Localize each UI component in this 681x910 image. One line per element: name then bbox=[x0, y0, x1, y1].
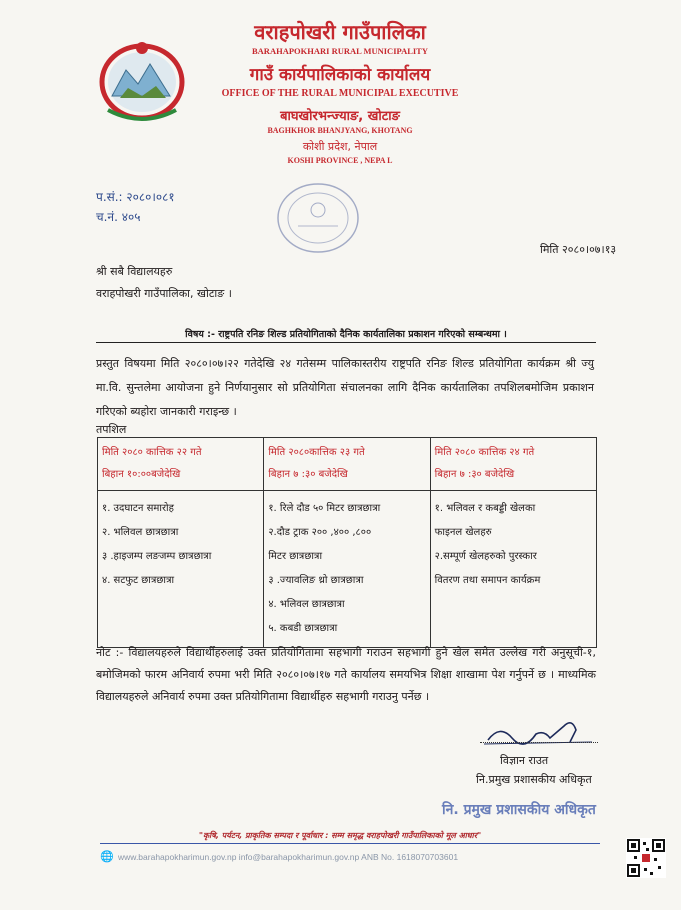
day2-events bbox=[264, 491, 430, 648]
addressee-line-2: वराहपोखरी गाउँपालिका, खोटाङ । bbox=[96, 287, 232, 300]
day3-header bbox=[430, 438, 596, 491]
list-item: १. भलिवल र कबड्डी खेलका bbox=[434, 503, 536, 514]
municipality-name-english: BARAHAPOKHARI RURAL MUNICIPALITY bbox=[252, 46, 428, 56]
list-item: ५. कबडी छात्रछात्रा bbox=[268, 623, 338, 634]
office-name-nepali: गाउँ कार्यपालिकाको कार्यालय bbox=[249, 65, 431, 85]
qr-code bbox=[626, 838, 666, 878]
list-item: २.सम्पूर्ण खेलहरुको पुरस्कार bbox=[434, 551, 537, 562]
body-paragraph: प्रस्तुत विषयमा मिति २०८०।०७।२२ गतेदेखि २४ गतेसम्म पालिकास्तरीय राष्ट्रपति रनिङ शिल्ड प्रतियोगिता कार्यक्रम श्री ज्यु मा.वि. सुन्तलेमा आयोजना हुने निर्णयानुसार सो प्रतियोगिता संचालनका लागि दैनिक कार्यतालिका तपशिलबमोजिम प्रकाशन गरिएको ब्यहोरा जानकारी गराइन्छ । bbox=[96, 357, 594, 418]
day1-header bbox=[98, 438, 264, 491]
day2-header bbox=[264, 438, 430, 491]
footer-contact: www.barahapokharimun.gov.np info@barahapokharimun.gov.np ANB No. 1618070703601 bbox=[118, 852, 459, 862]
details-label: तपशिल bbox=[96, 423, 127, 436]
footer-divider bbox=[100, 843, 600, 844]
signature-stamp: नि. प्रमुख प्रशासकीय अधिकृत bbox=[442, 802, 596, 818]
subject-line: विषय :- राष्ट्रपति रनिङ शिल्ड प्रतियोगिताको दैनिक कार्यतालिका प्रकाशन गरिएको सम्बन्धमा । bbox=[185, 329, 507, 340]
signatory-name: विज्ञान राउत bbox=[500, 754, 549, 767]
list-item: ३ .ज्यावलिङ थ्रो छात्रछात्रा bbox=[268, 575, 364, 586]
list-item: २.दौड ट्राक २०० ,४०० ,८०० bbox=[268, 527, 372, 538]
list-item: ३ .हाइजम्प लङजम्प छात्रछात्रा bbox=[102, 551, 212, 562]
addressee-line-1: श्री सबै विद्यालयहरु bbox=[96, 265, 173, 278]
schedule-body-row bbox=[98, 491, 597, 648]
signature-line bbox=[480, 742, 598, 743]
dispatch-number: च.नं. ४०५ bbox=[96, 210, 141, 224]
day3-events bbox=[430, 491, 596, 648]
signatory-title: नि.प्रमुख प्रशासकीय अधिकृत bbox=[476, 773, 592, 786]
list-item: ४. भलिवल छात्रछात्रा bbox=[268, 599, 345, 610]
note-paragraph: नोट :- विद्यालयहरुले विद्यार्थीहरुलाई उक्त प्रतियोगितामा सहभागी गराउन सहभागी हुने खेल समेत उल्लेख गरी अनुसूची-१, बमोजिमको फारम अनिवार्य रुपमा भरी मिति २०८०।०७।१७ गते कार्यालय समयभित्र शिक्षा शाखामा पेश गर्नुपर्ने छ । माध्यमिक विद्यालयहरुले अनिवार्य रुपमा उक्त प्रतियोगितामा विद्यार्थीहरु सहभागी गराउनु पर्नेछ । bbox=[96, 646, 596, 703]
list-item: फाइनल खेलहरु bbox=[434, 527, 492, 538]
office-seal-stamp bbox=[268, 180, 368, 260]
day3-time: बिहान ७ :३० बजेदेखि bbox=[434, 469, 515, 480]
list-item: २. भलिवल छात्रछात्रा bbox=[102, 527, 179, 538]
letter-date: मिति २०८०।०७।१३ bbox=[540, 243, 617, 256]
day2-time: बिहान ७ :३० बजेदेखि bbox=[268, 469, 348, 480]
province-english: KOSHI PROVINCE , NEPA L bbox=[287, 156, 393, 165]
day1-date: मिति २०८० कात्तिक २२ गते bbox=[102, 447, 202, 458]
subject-underline bbox=[96, 342, 596, 343]
signature bbox=[480, 712, 600, 752]
list-item: वितरण तथा समापन कार्यक्रम bbox=[434, 575, 541, 586]
globe-icon: 🌐 bbox=[100, 850, 114, 863]
footer-slogan: "कृषि, पर्यटन, प्राकृतिक सम्पदा र पूर्वाधार : सम्म समृद्ध वराहपोखरी गाउँपालिकाको मूल आधार" bbox=[198, 831, 482, 840]
day1-events bbox=[98, 491, 264, 648]
day2-date: मिति २०८०कात्तिक २३ गते bbox=[268, 447, 365, 458]
address-english: BAGHKHOR BHANJYANG, KHOTANG bbox=[267, 126, 413, 135]
reference-number: प.सं.: २०८०।०८१ bbox=[96, 190, 175, 204]
list-item: ४. सटफुट छात्रछात्रा bbox=[102, 575, 175, 586]
province-nepali: कोशी प्रदेश, नेपाल bbox=[302, 140, 378, 153]
list-item: १. रिले दौड ५० मिटर छात्रछात्रा bbox=[268, 503, 381, 514]
office-name-english: OFFICE OF THE RURAL MUNICIPAL EXECUTIVE bbox=[221, 88, 459, 99]
municipality-name-nepali: वराहपोखरी गाउँपालिका bbox=[254, 20, 426, 44]
list-item: १. उदघाटन समारोह bbox=[102, 503, 174, 514]
address-nepali: बाघखोरभन्ज्याङ, खोटाङ bbox=[280, 109, 400, 124]
day3-date: मिति २०८० कात्तिक २४ गते bbox=[434, 447, 535, 458]
list-item: मिटर छात्रछात्रा bbox=[268, 551, 323, 562]
schedule-header-row bbox=[98, 438, 597, 491]
day1-time: बिहान १०:००बजेदेखि bbox=[102, 469, 181, 480]
schedule-table bbox=[97, 437, 597, 648]
